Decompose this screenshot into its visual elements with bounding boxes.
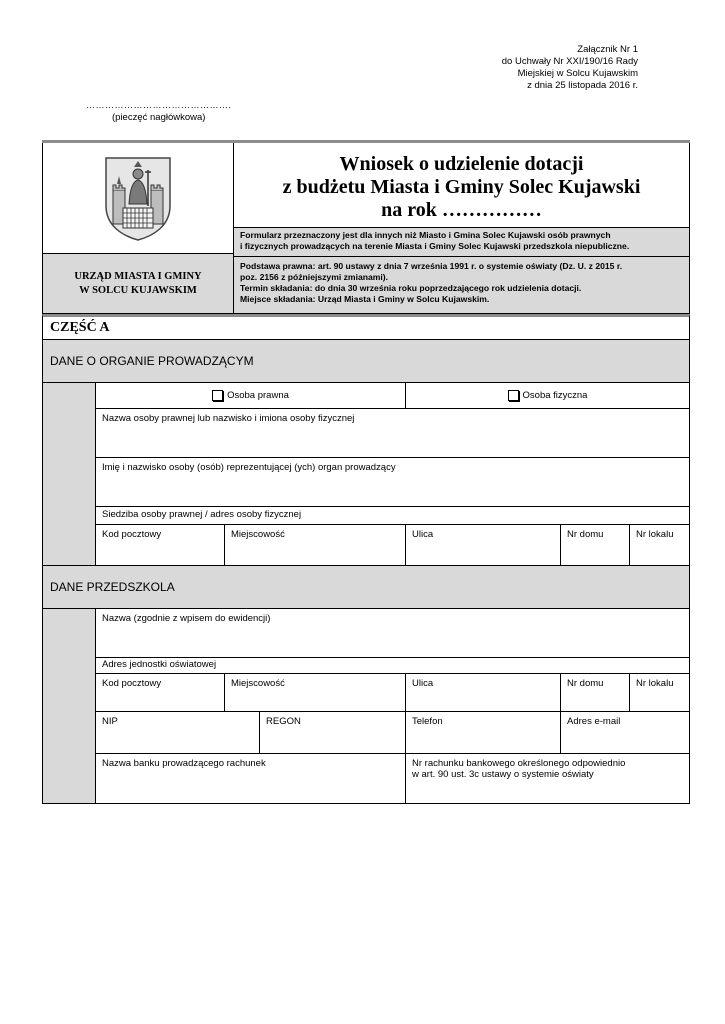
legal-person-option[interactable] xyxy=(96,383,406,408)
preschool-fields xyxy=(96,609,689,803)
seat-row xyxy=(96,507,689,525)
legal-line: Podstawa prawna: art. 90 ustawy z dnia 7 września 1991 r. o systemie oświaty (Dz. U. z 2015 r. xyxy=(240,261,623,271)
preschool-ids-row xyxy=(96,712,689,754)
stamp-label: (pieczęć nagłówkowa) xyxy=(112,112,206,123)
stamp-placeholder: ………………………………………. xyxy=(86,100,232,110)
natural-person-option[interactable] xyxy=(406,383,689,408)
organ-section xyxy=(42,383,690,566)
organ-name-label: Nazwa osoby prawnej lub nazwisko i imiona osoby fizycznej xyxy=(102,413,355,424)
city-field[interactable]: Miejscowość xyxy=(225,525,406,565)
purpose-note xyxy=(234,228,689,257)
section-gutter xyxy=(43,609,96,803)
preschool-section xyxy=(42,609,690,804)
preschool-section-heading: DANE PRZEDSZKOLA xyxy=(42,566,690,609)
postal-code-field[interactable]: Kod pocztowy xyxy=(96,525,225,565)
account-label-line: w art. 90 ust. 3c ustawy o systemie oświaty xyxy=(412,769,594,780)
annex-line: z dnia 25 listopada 2016 r. xyxy=(527,80,638,91)
office-line: W SOLCU KUJAWSKIM xyxy=(79,284,197,296)
preschool-address-label: Adres jednostki oświatowej xyxy=(102,659,217,670)
annex-note xyxy=(502,44,638,92)
email-field[interactable]: Adres e-mail xyxy=(567,716,621,727)
preschool-address-row xyxy=(96,674,689,712)
legal-line: poz. 2156 z późniejszymi zmianami). xyxy=(240,272,389,282)
street-field[interactable]: Ulica xyxy=(406,525,561,565)
preschool-bank-row xyxy=(96,754,689,803)
form-header xyxy=(42,143,690,314)
section-gutter xyxy=(43,383,96,565)
part-a-heading: CZĘŚĆ A xyxy=(42,314,690,340)
preschool-name-label: Nazwa (zgodnie z wpisem do ewidencji) xyxy=(102,613,271,624)
title-line: Wniosek o udzielenie dotacji xyxy=(339,152,584,175)
coat-of-arms-icon xyxy=(43,143,233,254)
house-number-field[interactable]: Nr domu xyxy=(561,525,630,565)
representative-field[interactable] xyxy=(96,458,689,507)
house-number-field[interactable]: Nr domu xyxy=(561,674,630,711)
organ-section-heading: DANE O ORGANIE PROWADZĄCYM xyxy=(42,340,690,383)
bank-name-field[interactable]: Nazwa banku prowadzącego rachunek xyxy=(96,754,406,803)
office-line: URZĄD MIASTA I GMINY xyxy=(74,270,202,282)
legal-line: Miejsce składania: Urząd Miasta i Gminy w Solcu Kujawskim. xyxy=(240,294,490,304)
organ-address-row xyxy=(96,525,689,565)
account-number-field[interactable] xyxy=(406,754,689,803)
city-field[interactable]: Miejscowość xyxy=(225,674,406,711)
note-line: Formularz przeznaczony jest dla innych niż Miasto i Gmina Solec Kujawski osób prawnych xyxy=(240,230,611,240)
organ-name-field[interactable] xyxy=(96,409,689,458)
title-line: z budżetu Miasta i Gminy Solec Kujawski xyxy=(282,175,641,198)
street-field[interactable]: Ulica xyxy=(406,674,561,711)
legal-line: Termin składania: do dnia 30 września roku poprzedzającego rok udzielenia dotacji. xyxy=(240,283,582,293)
preschool-address-header xyxy=(96,658,689,674)
legal-person-label: Osoba prawna xyxy=(227,390,289,401)
header-right xyxy=(234,143,689,313)
checkbox-icon[interactable] xyxy=(212,390,223,401)
application-form xyxy=(42,140,690,804)
note-line: i fizycznych prowadzących na terenie Miasta i Gminy Solec Kujawski przedszkola niepubliczne. xyxy=(240,241,630,251)
seat-label: Siedziba osoby prawnej / adres osoby fizycznej xyxy=(102,509,302,520)
annex-line: Załącznik Nr 1 xyxy=(577,44,638,55)
phone-field[interactable]: Telefon xyxy=(406,712,561,753)
organ-fields xyxy=(96,383,689,565)
annex-line: Miejskiej w Solcu Kujawskim xyxy=(517,68,638,79)
checkbox-icon[interactable] xyxy=(508,390,519,401)
legal-basis xyxy=(234,257,689,313)
annex-line: do Uchwały Nr XXI/190/16 Rady xyxy=(501,56,638,67)
natural-person-label: Osoba fizyczna xyxy=(522,390,588,401)
flat-number-field[interactable]: Nr lokalu xyxy=(636,678,674,689)
account-label-line: Nr rachunku bankowego określonego odpowiednio xyxy=(412,758,626,769)
form-title xyxy=(234,143,689,228)
nip-field[interactable]: NIP xyxy=(96,712,260,753)
title-line: na rok …………… xyxy=(381,198,542,221)
office-name xyxy=(43,254,233,313)
header-left xyxy=(43,143,234,313)
postal-code-field[interactable]: Kod pocztowy xyxy=(96,674,225,711)
preschool-name-field[interactable] xyxy=(96,609,689,658)
person-type-row xyxy=(96,383,689,409)
regon-field[interactable]: REGON xyxy=(260,712,406,753)
flat-number-field[interactable]: Nr lokalu xyxy=(636,529,674,540)
representative-label: Imię i nazwisko osoby (osób) reprezentującej (ych) organ prowadzący xyxy=(102,462,396,473)
